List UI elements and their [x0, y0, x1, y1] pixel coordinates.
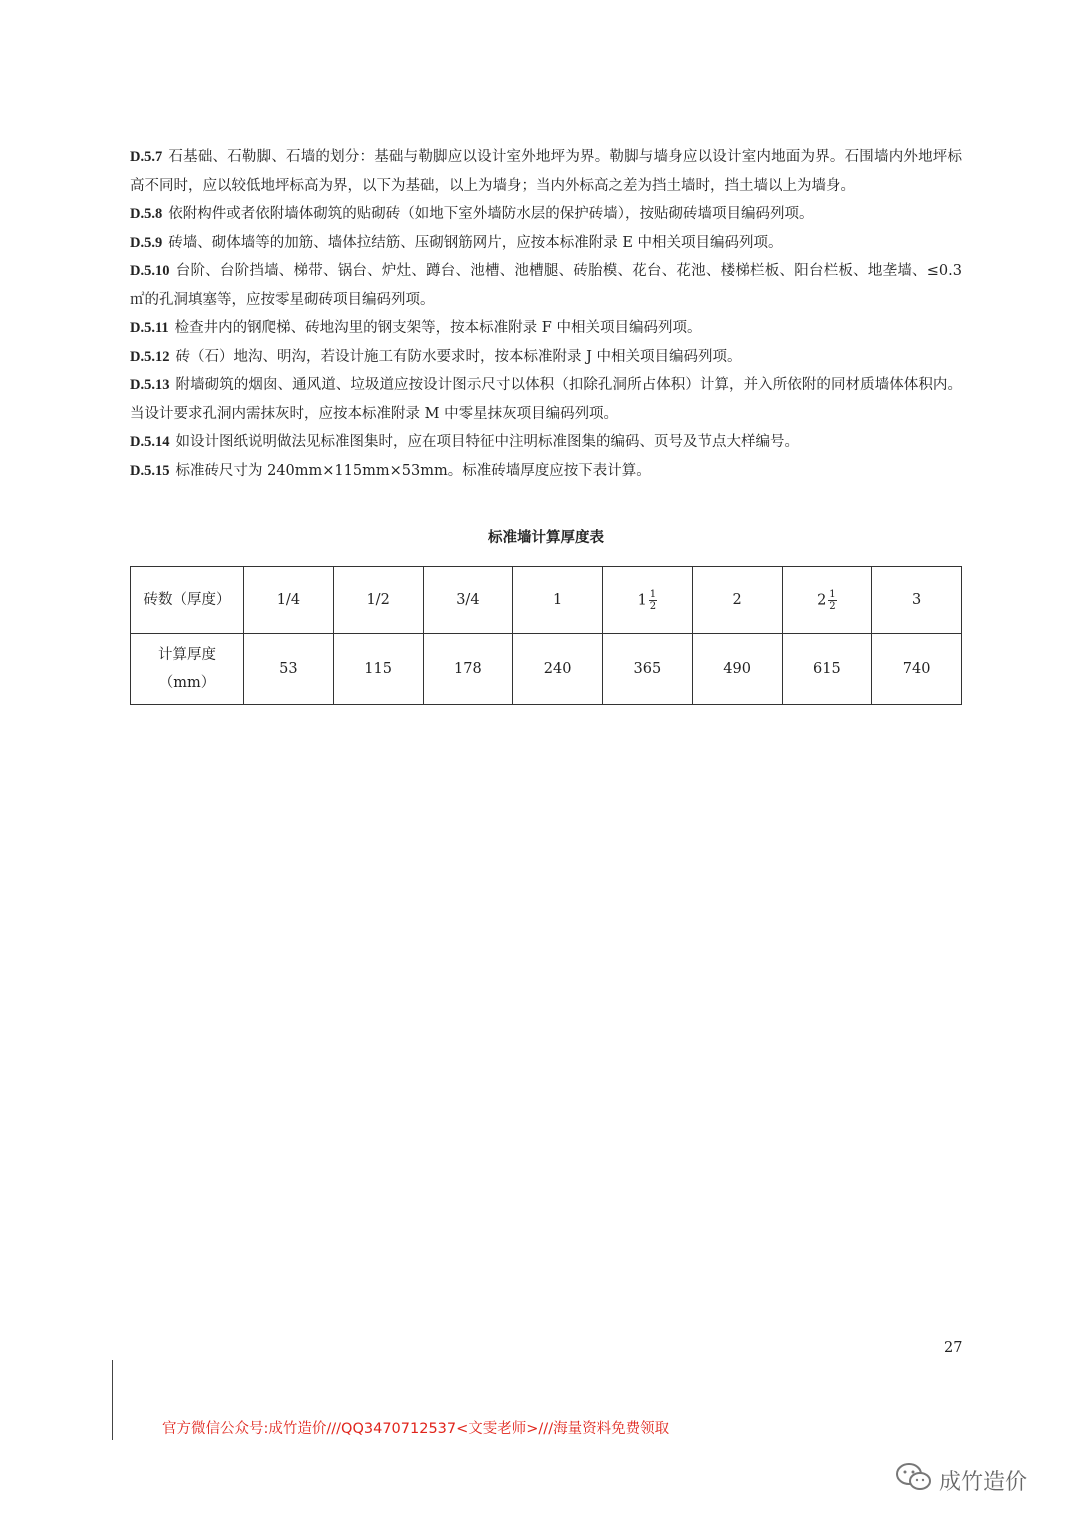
brick-cell: 3 — [872, 567, 962, 634]
body-text — [130, 143, 962, 485]
thickness-cell: 240 — [513, 634, 603, 705]
clause-d514: D.5.14 如设计图纸说明做法见标准图集时，应在项目特征中注明标准图集的编码、页号及节点大样编号。 — [130, 434, 799, 450]
fraction: $\frac{1}{2}$ — [829, 588, 836, 612]
clause-d57: D.5.7 石基础、石勒脚、石墙的划分：基础与勒脚应以设计室外地坪为界。勒脚与墙身应以设计室内地面为界。石围墙内外地坪标高不同时，应以较低地坪标高为界，以下为基础，以上为墙身；当内外标高之差为挡土墙时，挡土墙以上为墙身。 — [130, 149, 962, 194]
clause-d513: D.5.13 附墙砌筑的烟囱、通风道、垃圾道应按设计图示尺寸以体积（扣除孔洞所占体积）计算，并入所依附的同材质墙体体积内。当设计要求孔洞内需抹灰时，应按本标准附录 M 中零星抹灰项目编码列项。 — [130, 377, 962, 422]
clause-d515: D.5.15 标准砖尺寸为 240mm×115mm×53mm。标准砖墙厚度应按下表计算。 — [130, 462, 651, 479]
promo-text[interactable]: 官方微信公众号:成竹造价///QQ3470712537<文雯老师>///海量资料免费领取 — [162, 1421, 670, 1437]
row-header-bricks: 砖数（厚度） — [131, 567, 244, 634]
brick-cell: 2 $\frac{1}{2}$ — [782, 567, 872, 634]
thickness-cell: 615 — [782, 634, 872, 705]
wechat-icon — [895, 1462, 933, 1498]
watermark — [895, 1462, 1027, 1498]
table-row-bricks — [131, 567, 962, 634]
thickness-cell: 365 — [603, 634, 693, 705]
thickness-cell: 178 — [423, 634, 513, 705]
clause-d511: D.5.11 检查井内的钢爬梯、砖地沟里的钢支架等，按本标准附录 F 中相关项目编码列项。 — [130, 320, 702, 336]
thickness-cell: 115 — [333, 634, 423, 705]
clause-d512: D.5.12 砖（石）地沟、明沟，若设计施工有防水要求时，按本标准附录 J 中相关项目编码列项。 — [130, 348, 742, 365]
margin-line — [112, 1360, 113, 1440]
clause-d510: D.5.10 台阶、台阶挡墙、梯带、锅台、炉灶、蹲台、池槽、池槽腿、砖胎模、花台、花池、楼梯栏板、阳台栏板、地垄墙、≤0.3㎡的孔洞填塞等，应按零星砌砖项目编码列项。 — [130, 263, 962, 308]
clause-d59: D.5.9 砖墙、砌体墙等的加筋、墙体拉结筋、压砌钢筋网片，应按本标准附录 E 中相关项目编码列项。 — [130, 234, 783, 251]
table-row-thickness — [131, 634, 962, 705]
thickness-cell: 490 — [692, 634, 782, 705]
wall-thickness-table — [130, 566, 962, 705]
table-title: 标准墙计算厚度表 — [488, 530, 604, 546]
brick-cell: 1/4 — [244, 567, 334, 634]
page-number: 27 — [944, 1340, 963, 1356]
clause-d58: D.5.8 依附构件或者依附墙体砌筑的贴砌砖（如地下室外墙防水层的保护砖墙），按贴砌砖墙项目编码列项。 — [130, 206, 814, 222]
watermark-text: 成竹造价 — [939, 1469, 1028, 1495]
brick-cell: 1/2 — [333, 567, 423, 634]
thickness-cell: 53 — [244, 634, 334, 705]
brick-cell: 1 — [513, 567, 603, 634]
fraction: $\frac{1}{2}$ — [649, 588, 657, 612]
brick-cell: 3/4 — [423, 567, 513, 634]
brick-cell: 2 — [692, 567, 782, 634]
brick-cell: 1 $\frac{1}{2}$ — [603, 567, 693, 634]
row-header-thickness: 计算厚度 （mm） — [131, 634, 244, 705]
thickness-cell: 740 — [872, 634, 962, 705]
